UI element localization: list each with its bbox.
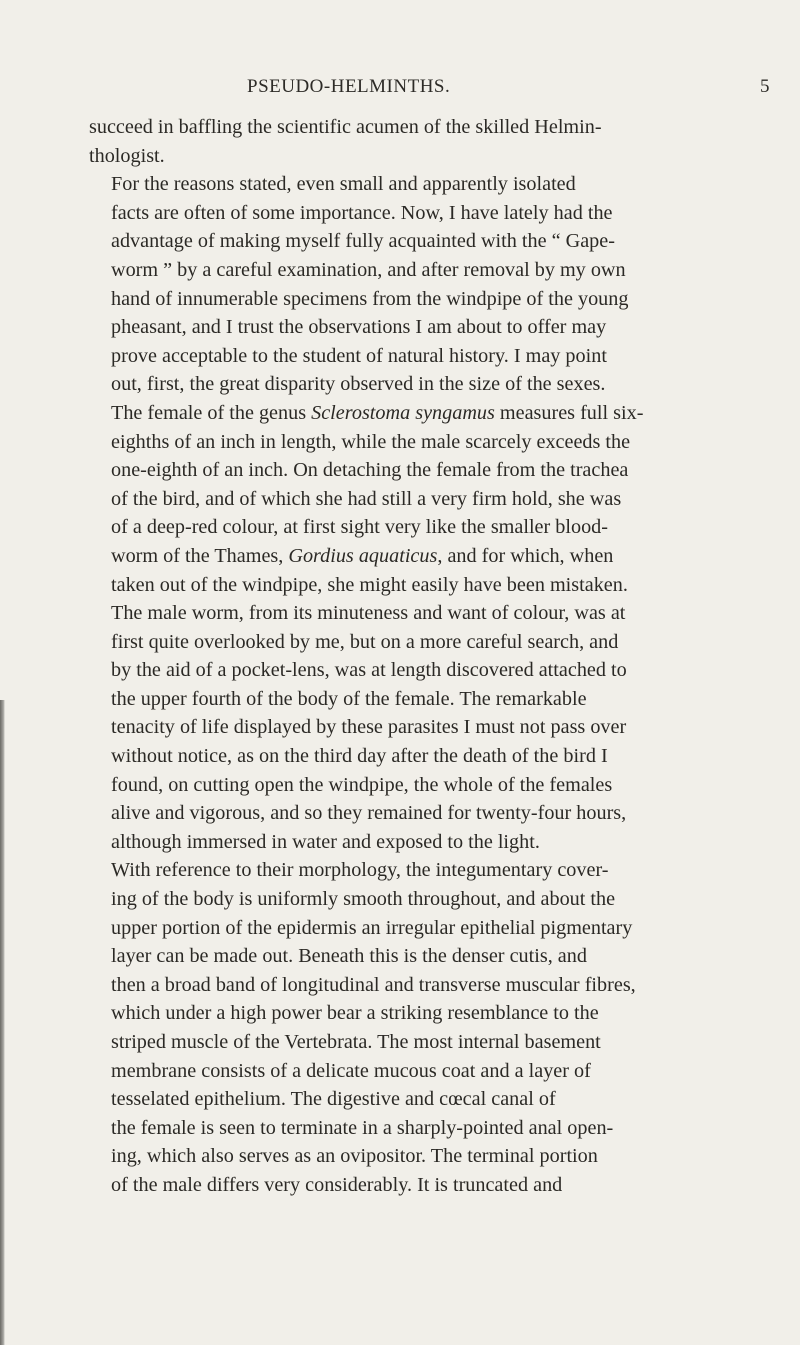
- text-line: tesselated epithelium. The digestive and cœcal canal of: [111, 1088, 556, 1111]
- paragraph-3: [89, 856, 749, 1199]
- text-line: without notice, as on the third day after the death of the bird I: [111, 745, 608, 768]
- body-text: [89, 113, 749, 1200]
- text-line: out, first, the great disparity observed in the size of the sexes.: [111, 373, 606, 396]
- text-line: prove acceptable to the student of natural history. I may point: [111, 344, 607, 367]
- text-line: striped muscle of the Vertebrata. The most internal basement: [111, 1031, 601, 1053]
- text-line: The male worm, from its minuteness and want of colour, was at: [111, 602, 626, 625]
- page-edge-shadow: [0, 700, 5, 1345]
- paragraph-1: [89, 113, 749, 170]
- text-line: ing, which also serves as an ovipositor. The terminal portion: [111, 1145, 598, 1168]
- paragraph-2: [89, 170, 749, 856]
- page-number: 5: [760, 76, 770, 97]
- text-line: although immersed in water and exposed to the light.: [111, 830, 540, 853]
- text-line: worm ” by a careful examination, and after removal by my own: [111, 258, 626, 281]
- text-line: one-eighth of an inch. On detaching the female from the trachea: [111, 459, 629, 482]
- text-line: which under a high power bear a striking resemblance to the: [111, 1002, 599, 1025]
- latin-name: Gordius aquaticus: [288, 544, 438, 567]
- text-line: With reference to their morphology, the integumentary cover-: [111, 859, 609, 882]
- text-line: membrane consists of a delicate mucous coat and a layer of: [111, 1059, 591, 1082]
- text-line: worm of the Thames, Gordius aquaticus, and for which, when: [111, 544, 614, 567]
- text-line: the female is seen to terminate in a sharply-pointed anal open-: [111, 1116, 614, 1139]
- latin-name: Sclerostoma syngamus: [311, 401, 495, 424]
- text-line: tenacity of life displayed by these parasites I must not pass over: [111, 716, 627, 739]
- running-head: PSEUDO-HELMINTHS.: [247, 76, 451, 97]
- text-line: by the aid of a pocket-lens, was at length discovered attached to: [111, 659, 627, 682]
- text-line: ing of the body is uniformly smooth throughout, and about the: [111, 888, 616, 911]
- page-header: [0, 76, 800, 106]
- text-line: advantage of making myself fully acquainted with the “ Gape-: [111, 230, 615, 253]
- text-line: of the male differs very considerably. It is truncated and: [111, 1173, 563, 1196]
- text-line: layer can be made out. Beneath this is the denser cutis, and: [111, 945, 587, 968]
- text-line: taken out of the windpipe, she might easily have been mistaken.: [111, 573, 628, 596]
- text-line: facts are often of some importance. Now, I have lately had the: [111, 201, 613, 224]
- text-line: the upper fourth of the body of the female. The remarkable: [111, 687, 587, 710]
- text-line: pheasant, and I trust the observations I am about to offer may: [111, 316, 607, 339]
- text-line: found, on cutting open the windpipe, the whole of the females: [111, 773, 613, 796]
- text-line: For the reasons stated, even small and apparently isolated: [111, 173, 576, 196]
- text-line: hand of innumerable specimens from the windpipe of the young: [111, 287, 629, 310]
- text-line: eighths of an inch in length, while the male scarcely exceeds the: [111, 430, 631, 453]
- text-line: succeed in baffling the scientific acumen of the skilled Helmin-: [89, 116, 602, 138]
- text-line: upper portion of the epidermis an irregular epithelial pigmentary: [111, 916, 633, 939]
- text-line: first quite overlooked by me, but on a more careful search, and: [111, 630, 619, 653]
- text-line: The female of the genus Sclerostoma syngamus measures full six-: [111, 401, 644, 424]
- text-line: of the bird, and of which she had still a very firm hold, she was: [111, 487, 622, 510]
- text-line: thologist.: [89, 144, 165, 167]
- text-line: alive and vigorous, and so they remained for twenty-four hours,: [111, 802, 627, 825]
- text-line: of a deep-red colour, at first sight very like the smaller blood-: [111, 516, 608, 539]
- text-line: then a broad band of longitudinal and transverse muscular fibres,: [111, 973, 636, 996]
